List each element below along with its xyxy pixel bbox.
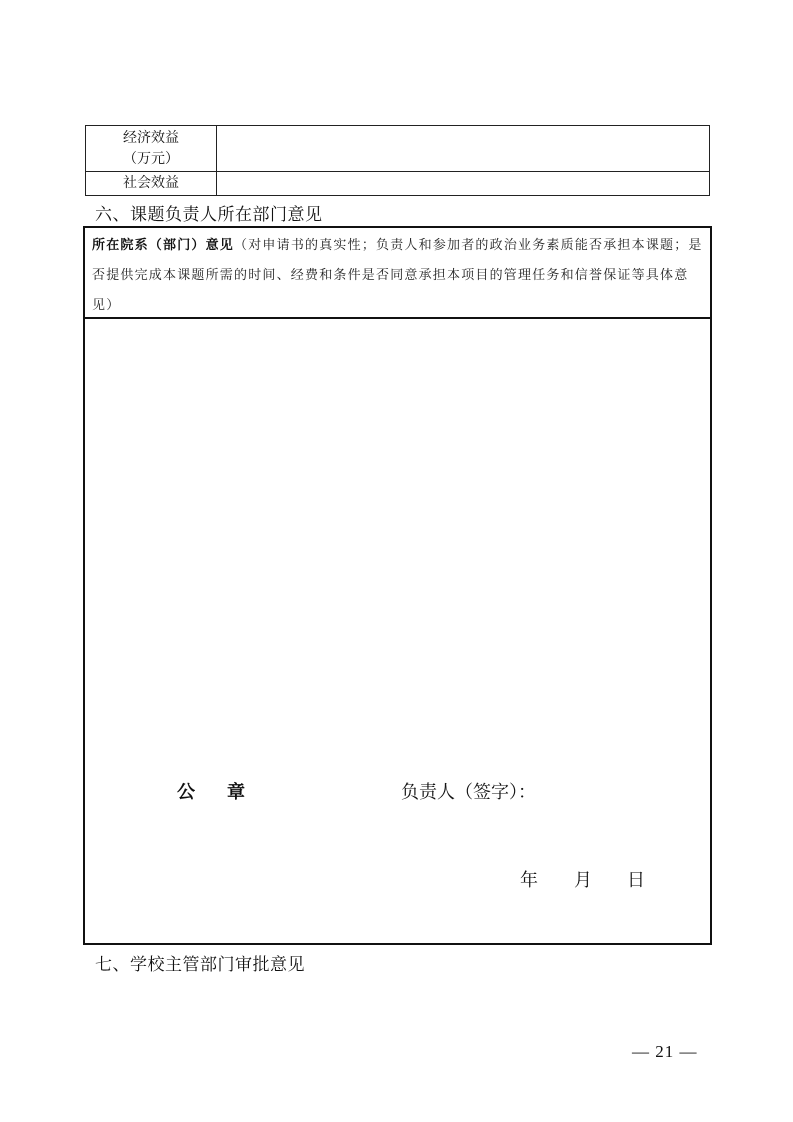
benefits-table: [85, 125, 710, 196]
page-number: — 21 —: [632, 1042, 698, 1061]
economic-benefit-label: [86, 126, 217, 172]
economic-benefit-label-line1: 经济效益: [123, 129, 179, 146]
economic-benefit-label-line2: （万元）: [123, 150, 179, 167]
date-day-label: 日: [627, 870, 645, 891]
opinion-header-bold: 所在院系（部门）意见: [92, 238, 235, 253]
date-month-label: 月: [574, 870, 592, 891]
section7-title: 七、学校主管部门审批意见: [95, 955, 305, 975]
economic-benefit-row: [86, 126, 710, 172]
department-opinion-box: [83, 226, 712, 945]
section6-title: 六、课题负责人所在部门意见: [95, 205, 323, 225]
date-year-label: 年: [520, 870, 538, 891]
social-benefit-label: 社会效益: [86, 172, 217, 196]
opinion-text-area[interactable]: [85, 321, 710, 761]
social-benefit-row: [86, 172, 710, 196]
official-seal-label: 公章: [177, 782, 277, 803]
signature-label: 负责人（签字）：: [401, 782, 536, 803]
economic-benefit-value[interactable]: [217, 126, 710, 172]
opinion-instructions: [85, 228, 710, 319]
opinion-header-desc: （对申请书的真实性；负责人和参加者的政治业务素质能否承担本课题；是否提供完成本课题所需的时间、经费和条件是否同意承担本项目的管理任务和信誉保证等具体意见）: [92, 238, 703, 313]
social-benefit-value[interactable]: [217, 172, 710, 196]
